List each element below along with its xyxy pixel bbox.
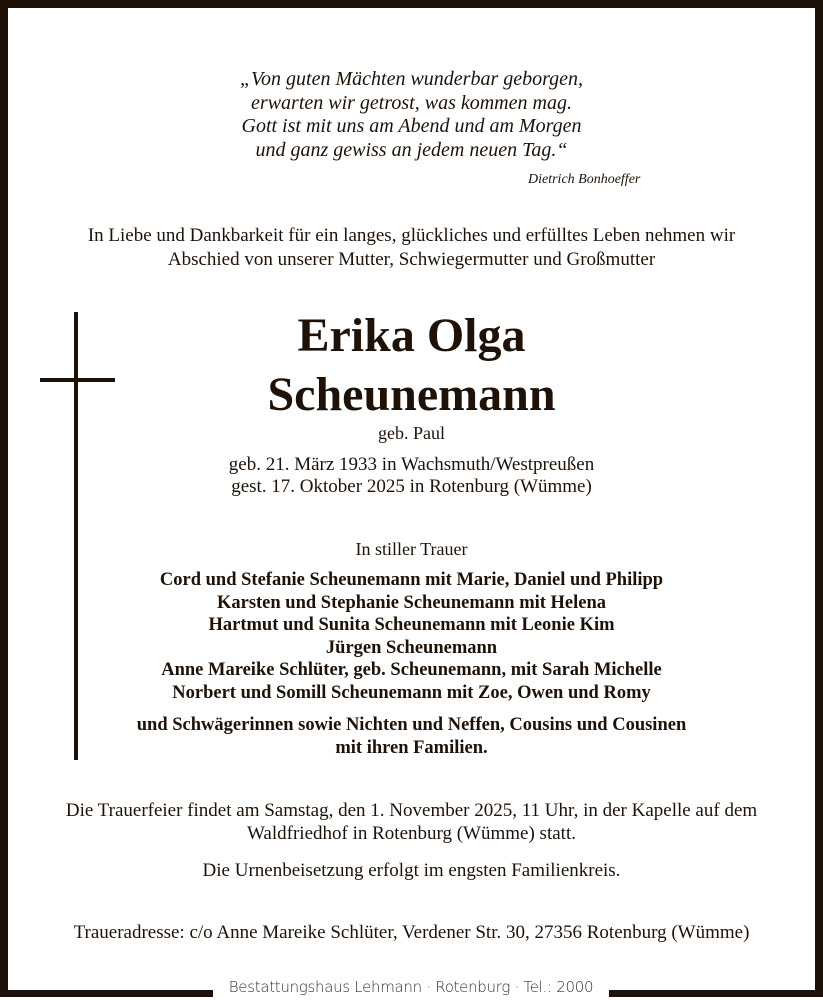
death-date: gest. 17. Oktober 2025 in Rotenburg (Wümme) (231, 476, 592, 497)
intro-line: In Liebe und Dankbarkeit für ein langes, glückliches und erfülltes Leben nehmen wir (87, 225, 736, 246)
ceremony-line: Die Trauerfeier findet am Samstag, den 1. November 2025, 11 Uhr, in der Kapelle auf dem (65, 800, 758, 821)
family-member: Jürgen Scheunemann (325, 637, 498, 658)
family-list (0, 569, 823, 704)
deceased-name (0, 306, 823, 424)
first-names: Erika Olga (297, 309, 526, 362)
family-member: Hartmut und Sunita Scheunemann mit Leonie Kim (208, 615, 615, 635)
family-member: Cord und Stefanie Scheunemann mit Marie, Daniel und Philipp (159, 570, 664, 590)
birth-date: geb. 21. März 1933 in Wachsmuth/Westpreußen (228, 454, 595, 475)
ceremony-line: Waldfriedhof in Rotenburg (Wümme) statt. (247, 823, 576, 844)
family-member: Anne Mareike Schlüter, geb. Scheunemann, mit Sarah Michelle (161, 660, 662, 680)
quote-line: und ganz gewiss an jedem neuen Tag.“ (255, 138, 568, 161)
intro-line: Abschied von unserer Mutter, Schwiegermutter und Großmutter (167, 249, 656, 270)
frame-border-bottom-right (609, 990, 823, 997)
relatives-line: und Schwägerinnen sowie Nichten und Neffen, Cousins und Cousinen (136, 715, 687, 735)
relatives (0, 714, 823, 759)
frame-border-top (0, 0, 823, 8)
quote-author: Dietrich Bonhoeffer (528, 172, 641, 187)
funeral-home-footer: Bestattungshaus Lehmann · Rotenburg · Tel.: 2000 (228, 978, 594, 996)
quote-line: Gott ist mit uns am Abend und am Morgen (241, 115, 582, 137)
intro-text (0, 224, 823, 272)
surname: Scheunemann (267, 368, 556, 421)
family-member: Norbert und Somill Scheunemann mit Zoe, Owen und Romy (172, 682, 651, 703)
family-member: Karsten und Stephanie Scheunemann mit Helena (216, 592, 607, 613)
relatives-line: mit ihren Familien. (335, 737, 488, 758)
ceremony-info (0, 799, 823, 845)
maiden-name: geb. Paul (378, 423, 445, 443)
mourning-address: Traueradresse: c/o Anne Mareike Schlüter, Verdener Str. 30, 27356 Rotenburg (Wümme) (73, 922, 750, 943)
frame-border-bottom-left (0, 990, 213, 997)
quote-line: erwarten wir getrost, was kommen mag. (251, 91, 572, 114)
quote-line: „Von guten Mächten wunderbar geborgen, (239, 68, 584, 90)
urn-burial-info: Die Urnenbeisetzung erfolgt im engsten Familienkreis. (202, 860, 621, 881)
bonhoeffer-quote (0, 68, 823, 162)
mourning-heading: In stiller Trauer (355, 539, 468, 559)
